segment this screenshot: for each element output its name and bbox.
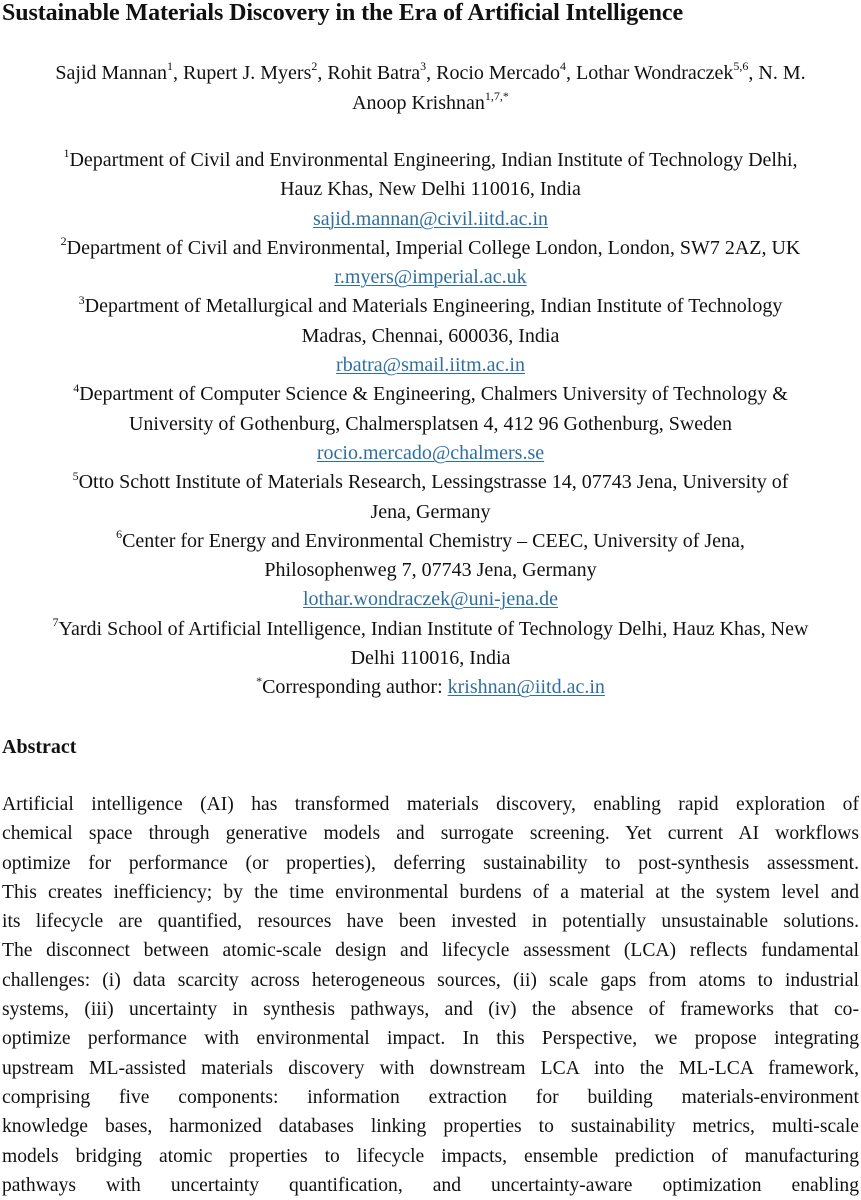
affiliation-marker: 6 bbox=[116, 527, 123, 542]
email-link[interactable]: sajid.mannan@civil.iitd.ac.in bbox=[312, 207, 549, 230]
abstract-line: optimize for performance (or properties), deferring sustainability to post-synthesis assessment. bbox=[2, 852, 859, 874]
abstract-line: This creates inefficiency; by the time environmental burdens of a material at the system level and bbox=[2, 881, 859, 903]
affiliation-2-line-1 bbox=[0, 234, 861, 263]
author-affiliation-marker: 5,6 bbox=[733, 59, 749, 74]
corresponding-marker: * bbox=[256, 673, 263, 688]
author-name: Rohit Batra bbox=[327, 62, 421, 84]
affiliation-3-line-2: Madras, Chennai, 600036, India bbox=[301, 324, 560, 347]
author-separator: , bbox=[426, 62, 437, 84]
affiliation-6-line-1 bbox=[0, 527, 861, 556]
abstract-line: Artificial intelligence (AI) has transformed materials discovery, enabling rapid exploration of bbox=[2, 794, 859, 815]
abstract-line: The disconnect between atomic-scale design and lifecycle assessment (LCA) reflects fundamental bbox=[2, 940, 859, 962]
author-name: Rupert J. Myers bbox=[183, 62, 312, 84]
email-link[interactable]: r.myers@imperial.ac.uk bbox=[334, 266, 527, 289]
corresponding-email-link[interactable]: krishnan@iitd.ac.in bbox=[447, 676, 605, 699]
affiliation-text: Yardi School of Artificial Intelligence, Indian Institute of Technology Delhi, Hauz Khas, New bbox=[58, 617, 809, 640]
affiliation-3-email-line bbox=[0, 351, 861, 380]
abstract-line: pathways with uncertainty quantification, and uncertainty-aware optimization enabling bbox=[2, 1174, 859, 1196]
author-affiliation-marker: 1 bbox=[167, 59, 174, 74]
affiliation-3-line-1 bbox=[0, 292, 861, 321]
abstract-body bbox=[2, 790, 859, 1200]
affiliation-5-line-2: Jena, Germany bbox=[370, 500, 491, 523]
abstract-line: models bridging atomic properties to lifecycle impacts, ensemble prediction of manufacturing bbox=[2, 1145, 859, 1167]
affiliation-1-line-1 bbox=[0, 146, 861, 175]
author-line-1 bbox=[0, 58, 861, 88]
abstract-line: knowledge bases, harmonized databases linking properties to sustainability metrics, multi-scale bbox=[2, 1116, 859, 1138]
email-link[interactable]: rocio.mercado@chalmers.se bbox=[316, 441, 545, 464]
author-name: Lothar Wondraczek bbox=[575, 62, 734, 84]
author-line-2 bbox=[0, 88, 861, 118]
author-separator: , bbox=[173, 62, 184, 84]
affiliation-marker: 2 bbox=[60, 234, 67, 249]
corresponding-author-line bbox=[0, 673, 861, 702]
affiliation-1-email-line bbox=[0, 205, 861, 234]
email-link[interactable]: rbatra@smail.iitm.ac.in bbox=[336, 354, 525, 377]
affiliation-4-line-1 bbox=[0, 380, 861, 409]
author-list bbox=[0, 58, 861, 118]
abstract-line: upstream ML-assisted materials discovery with downstream LCA into the ML-LCA framework, bbox=[2, 1057, 859, 1079]
affiliation-marker: 7 bbox=[52, 615, 59, 630]
author-affiliation-marker: 1,7,* bbox=[484, 89, 509, 104]
author-affiliation-marker: 2 bbox=[311, 59, 318, 74]
affiliation-7-line-1 bbox=[0, 615, 861, 644]
author-separator: , N. M. bbox=[748, 62, 806, 84]
abstract-line: comprising five components: information extraction for building materials-environment bbox=[2, 1086, 859, 1108]
affiliation-text: Department of Civil and Environmental Engineering, Indian Institute of Technology Delhi, bbox=[69, 149, 798, 171]
affiliation-text: Department of Civil and Environmental, Imperial College London, London, SW7 2AZ, UK bbox=[66, 236, 801, 259]
affiliation-5-line-1 bbox=[0, 468, 861, 497]
author-separator: , bbox=[317, 62, 328, 84]
author-name: Sajid Mannan bbox=[55, 62, 168, 84]
abstract-line: chemical space through generative models and surrogate screening. Yet current AI workflows bbox=[2, 823, 859, 845]
affiliation-4-line-2: University of Gothenburg, Chalmersplatsen 4, 412 96 Gothenburg, Sweden bbox=[128, 412, 733, 435]
affiliation-text: Otto Schott Institute of Materials Research, Lessingstrasse 14, 07743 Jena, University of bbox=[78, 471, 789, 494]
author-affiliation-marker: 4 bbox=[559, 59, 566, 74]
affiliation-text: Department of Computer Science & Engineering, Chalmers University of Technology & bbox=[79, 383, 788, 406]
affiliation-1-line-2: Hauz Khas, New Delhi 110016, India bbox=[280, 178, 581, 201]
affiliation-6-line-2: Philosophenweg 7, 07743 Jena, Germany bbox=[264, 559, 597, 582]
affiliation-text: Department of Metallurgical and Materials Engineering, Indian Institute of Technology bbox=[84, 295, 783, 318]
affiliation-2-email-line bbox=[0, 263, 861, 292]
affiliation-marker: 3 bbox=[78, 292, 85, 307]
affiliation-text: Center for Energy and Environmental Chemistry – CEEC, University of Jena, bbox=[122, 529, 745, 552]
affiliation-marker: 5 bbox=[72, 468, 79, 483]
affiliation-marker: 1 bbox=[63, 146, 70, 161]
affiliation-6-email-line bbox=[0, 585, 861, 614]
abstract-line: its lifecycle are quantified, resources have been invested in potentially unsustainable solutions. bbox=[2, 911, 859, 933]
paper-title: Sustainable Materials Discovery in the Era of Artificial Intelligence bbox=[2, 0, 684, 26]
abstract-line: optimize performance with environmental impact. In this Perspective, we propose integrating bbox=[2, 1028, 859, 1050]
author-name: Anoop Krishnan bbox=[352, 92, 485, 114]
affiliation-marker: 4 bbox=[73, 380, 80, 395]
affiliation-4-email-line bbox=[0, 439, 861, 468]
author-name: Rocio Mercado bbox=[436, 62, 560, 84]
affiliations bbox=[0, 146, 861, 703]
abstract-heading: Abstract bbox=[2, 736, 77, 758]
corresponding-label: Corresponding author: bbox=[262, 676, 448, 699]
email-link[interactable]: lothar.wondraczek@uni-jena.de bbox=[303, 588, 558, 611]
author-affiliation-marker: 3 bbox=[420, 59, 427, 74]
abstract-line: challenges: (i) data scarcity across heterogeneous sources, (ii) scale gaps from atoms to industrial bbox=[2, 969, 859, 991]
affiliation-7-line-2: Delhi 110016, India bbox=[350, 647, 511, 670]
author-separator: , bbox=[565, 62, 576, 84]
abstract-line: systems, (iii) uncertainty in synthesis pathways, and (iv) the absence of frameworks that co- bbox=[2, 999, 859, 1021]
